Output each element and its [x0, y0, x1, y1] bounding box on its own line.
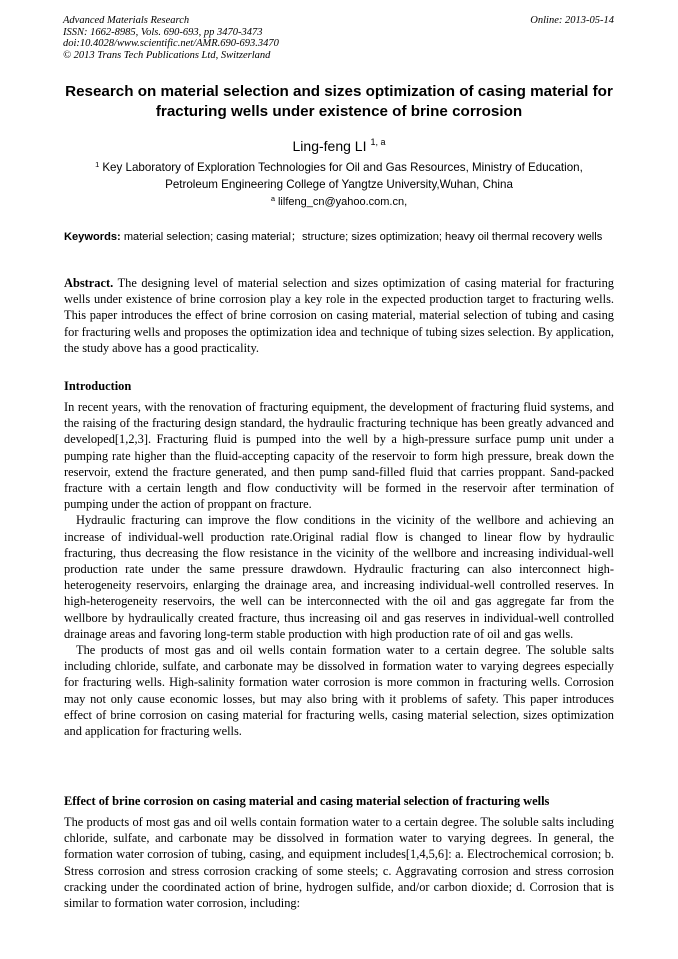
- effect-section-body: [64, 814, 614, 911]
- doi-line: doi:10.4028/www.scientific.net/AMR.690-693.3470: [63, 38, 279, 49]
- abstract-text: The designing level of material selection and sizes optimization of casing material for fracturing wells under existence of brine corrosion play a key role in the expected production target to fracturing wells. This paper introduces the effect of brine corrosion on casing material, material selection of tubing and casing for fracturing wells and proposes the optimization idea and technique of tubing sizes selection. By application, the study above has a good practicality.: [64, 276, 615, 355]
- author-line: [0, 133, 678, 155]
- copyright-line: © 2013 Trans Tech Publications Ltd, Switzerland: [63, 49, 271, 61]
- affiliation: [60, 157, 618, 193]
- effect-section-heading: Effect of brine corrosion on casing material and casing material selection of fracturing wells: [64, 794, 550, 808]
- author-name: Ling-feng LI: [292, 138, 367, 154]
- keywords-label: Keywords:: [64, 231, 121, 243]
- introduction-body: [64, 399, 614, 739]
- abstract: [64, 275, 614, 356]
- email-marker: a: [270, 194, 275, 203]
- keywords-text: material selection; casing material；structure; sizes optimization; heavy oil thermal recovery wells: [123, 231, 603, 243]
- issn-line: ISSN: 1662-8985, Vols. 690-693, pp 3470-3473: [63, 26, 263, 38]
- abstract-label: Abstract.: [64, 276, 114, 290]
- affiliation-marker: 1: [95, 160, 100, 169]
- affiliation-line-2: Petroleum Engineering College of Yangtze University,Wuhan, China: [165, 177, 513, 191]
- keywords: [64, 229, 614, 245]
- intro-paragraph: Hydraulic fracturing can improve the flow conditions in the vicinity of the wellbore and achieving an increase of individual-well production rate.Original radial flow is changed to linear flow by hydraulic fracturing, thus decreasing the flow resistance in the vicinity of the wellbore and increasing individual-well production rate under the same pressure drawdown. Hydraulic fracturing can also interconnect high-heterogeneity reservoirs, enlarging the drainage area, and increasing individual-well controlled reserves. In high-heterogeneity reservoirs, the well can be interconnected with the oil and gas aggregate far from the wellbore by hydraulically created fracture, thus increasing oil and gas reserves in individual-well controlled drainage areas and favoring long-term stable production with high production rate of oil and gas wells.: [64, 513, 614, 641]
- journal-name: Advanced Materials Research: [63, 15, 190, 26]
- email-line: [0, 192, 678, 209]
- intro-paragraph: The products of most gas and oil wells contain formation water to a certain degree. The soluble salts including chloride, sulfate, and carbonate may be dissolved in formation water to varying degrees especially for fracturing wells. High-salinity formation water corrosion is more common in fracturing wells. Corrosion may not only cause economic losses, but may also bring with it problems of safety. This paper introduces effect of brine corrosion on casing material for fracturing wells, casing material selection, sizes optimization and application for fracturing wells.: [64, 643, 614, 739]
- effect-paragraph: The products of most gas and oil wells contain formation water to a certain degree. The soluble salts including chloride, sulfate, and carbonate may be dissolved in formation water to varying degrees. In general, the formation water corrosion of tubing, casing, and equipment includes[1,4,5,6]: a. Electrochemical corrosion; b. Stress corrosion and stress corrosion cracking of some steels; c. Aggravating corrosion and stress corrosion cracking under the coordinated action of brine, hydrogen sulfide, and/or carbon dioxide; d. Corrosion that is similar to formation water corrosion, including:: [64, 815, 614, 911]
- introduction-heading: Introduction: [64, 379, 132, 393]
- intro-paragraph: In recent years, with the renovation of fracturing equipment, the development of fracturing fluid systems, and the raising of the fracturing design standard, the hydraulic fracturing technique has been greatly advanced and developed[1,2,3]. Fracturing fluid is pumped into the well by a high-pressure surface pump unit under a pumping rate higher than the fluid-accepting capacity of the reservoir to form high pressure, break down the reservoir, extend the fracture generated, and then pump sand-filled fluid that carries proppant. Sand-packed fracture with a certain length and flow conductivity will be formed in the reservoir after termination of pumping under the action of proppant on fracture.: [64, 400, 614, 512]
- author-superscript: 1, a: [370, 137, 386, 147]
- online-date: Online: 2013-05-14: [530, 15, 614, 26]
- email-address: lilfeng_cn@yahoo.com.cn,: [277, 196, 408, 208]
- journal-header: [63, 15, 279, 61]
- affiliation-line-1: Key Laboratory of Exploration Technologies for Oil and Gas Resources, Ministry of Education,: [102, 161, 583, 174]
- paper-title: Research on material selection and sizes optimization of casing material for fracturing wells under existence of brine corrosion: [65, 83, 613, 120]
